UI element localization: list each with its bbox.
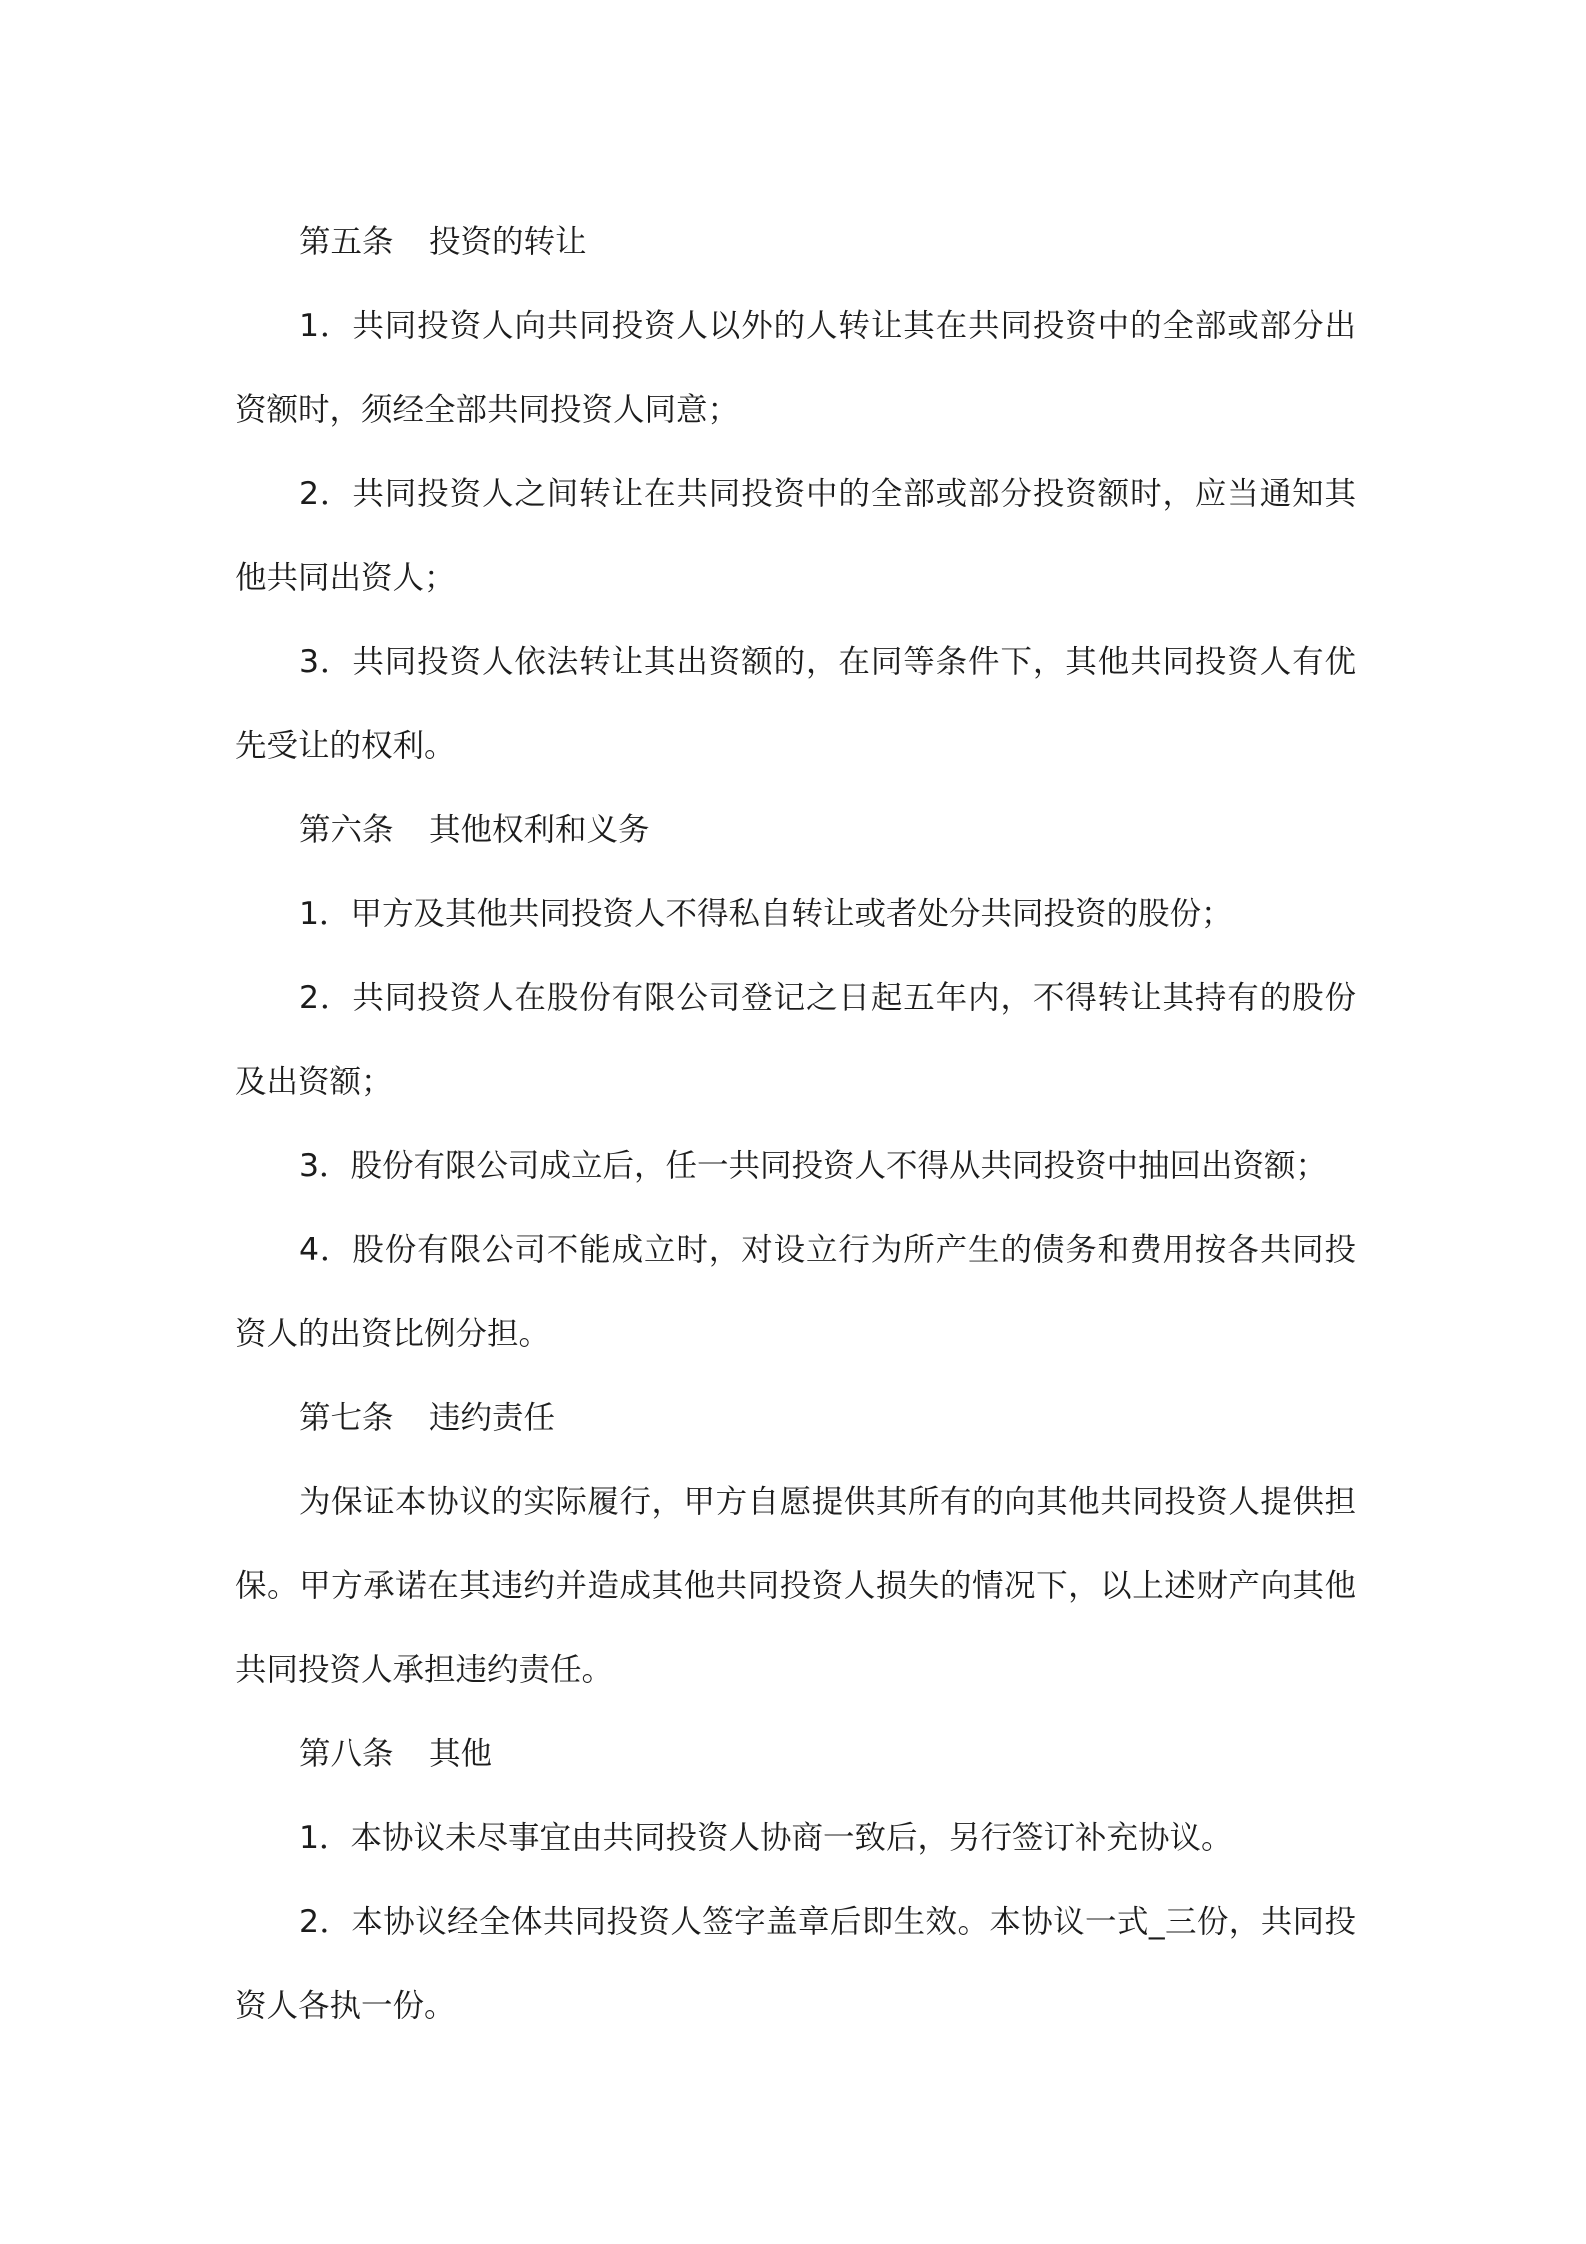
article-title: 违约责任 [429, 1400, 556, 1436]
article-title: 其他 [429, 1736, 493, 1772]
article-6-item-3: 3．股份有限公司成立后，任一共同投资人不得从共同投资中抽回出资额； [299, 1148, 1328, 1184]
article-number: 第八条 [299, 1736, 394, 1772]
article-6-item-2: 2．共同投资人在股份有限公司登记之日起五年内，不得转让其持有的股份及出资额； [235, 980, 1356, 1100]
article-number: 第五条 [299, 224, 394, 260]
article-8-item-1: 1．本协议未尽事宜由共同投资人协商一致后，另行签订补充协议。 [299, 1820, 1233, 1856]
article-5-heading [235, 200, 1356, 284]
article-5-item-1: 1．共同投资人向共同投资人以外的人转让其在共同投资中的全部或部分出资额时，须经全部共同投资人同意； [235, 308, 1356, 428]
article-number: 第六条 [299, 812, 394, 848]
article-6-heading [235, 788, 1356, 872]
article-6-item-1: 1．甲方及其他共同投资人不得私自转让或者处分共同投资的股份； [299, 896, 1233, 932]
article-7-paragraph: 为保证本协议的实际履行，甲方自愿提供其所有的向其他共同投资人提供担保。甲方承诺在其违约并造成其他共同投资人损失的情况下，以上述财产向其他共同投资人承担违约责任。 [235, 1484, 1356, 1688]
article-number: 第七条 [299, 1400, 394, 1436]
article-6-item-4: 4．股份有限公司不能成立时，对设立行为所产生的债务和费用按各共同投资人的出资比例分担。 [235, 1232, 1356, 1352]
article-title: 投资的转让 [429, 224, 587, 260]
article-8-item-2: 2．本协议经全体共同投资人签字盖章后即生效。本协议一式_三份，共同投资人各执一份。 [235, 1904, 1356, 2024]
article-title: 其他权利和义务 [429, 812, 650, 848]
article-8-heading [235, 1712, 1356, 1796]
article-5-item-2: 2．共同投资人之间转让在共同投资中的全部或部分投资额时，应当通知其他共同出资人； [235, 476, 1356, 596]
article-7-heading [235, 1376, 1356, 1460]
article-5-item-3: 3．共同投资人依法转让其出资额的，在同等条件下，其他共同投资人有优先受让的权利。 [235, 644, 1356, 764]
